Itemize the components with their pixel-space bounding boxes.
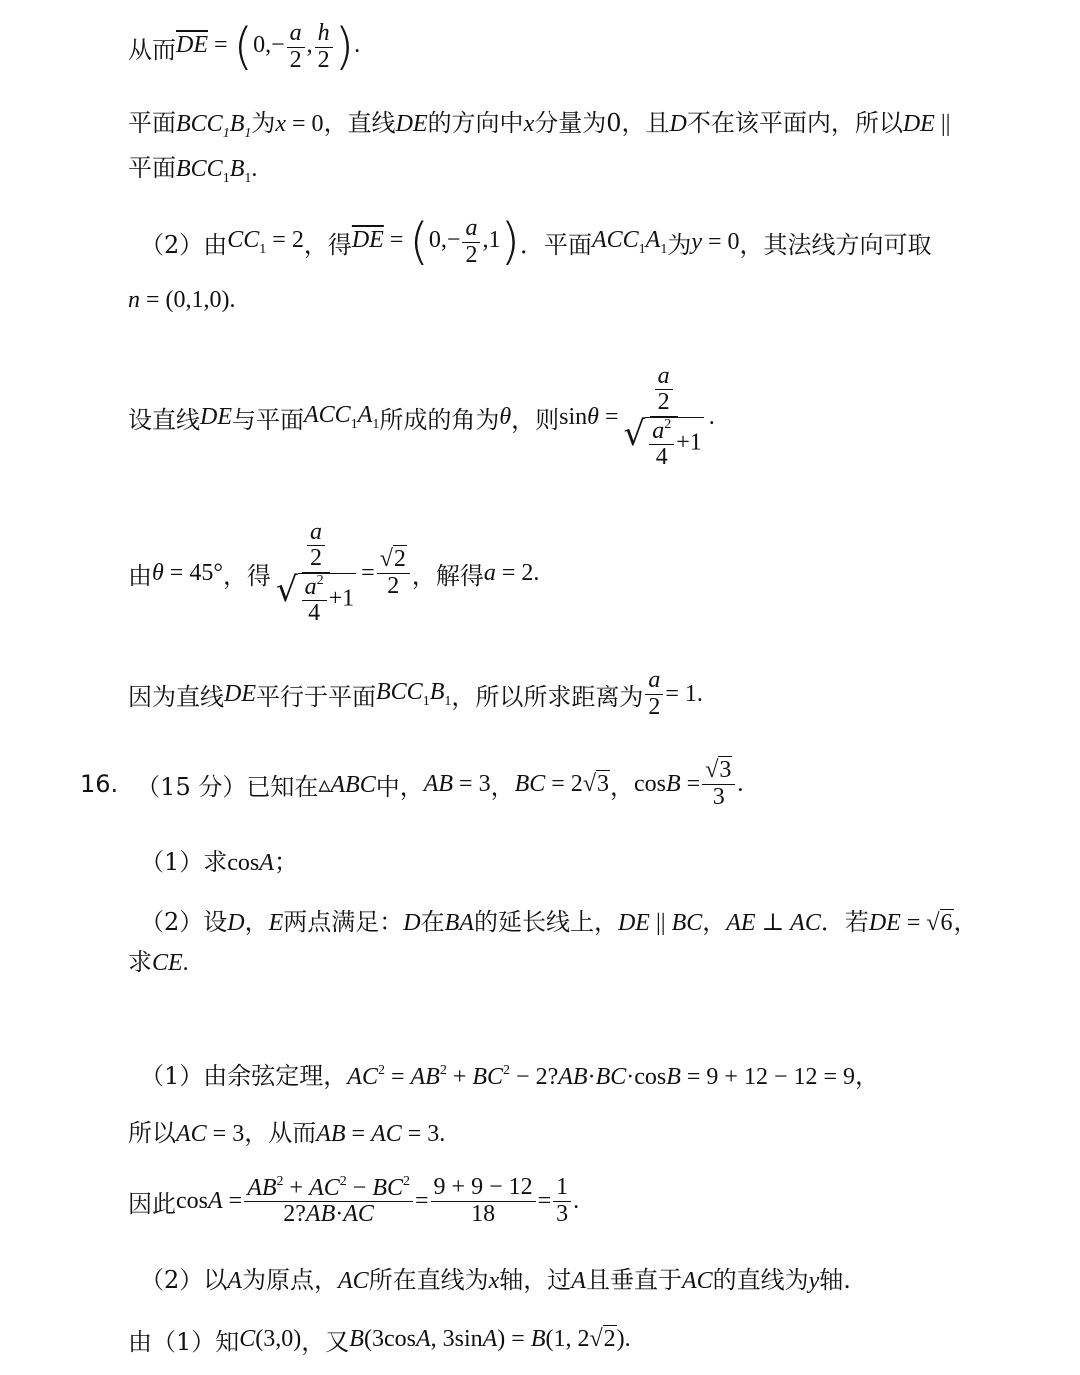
sin-theta-fraction: $\frac{a}{2}$ √ $\frac{a^2}{4}$ +1 <box>623 363 702 470</box>
text: ，解得 <box>411 561 484 590</box>
text: ，直线 <box>323 109 396 137</box>
text: 平行于平面 <box>256 682 376 711</box>
solution-cos-a: 因此 cosA = $\frac{AB^2 + AC^2 - BC^2}{2?AB\cdot AC}$ = $\frac{9 + 9 - 12}{18}$ = $\frac{1}{3}$ . <box>128 1173 580 1227</box>
line-theta-45: 由 θ = 45° ，得 $\frac{a}{2}$ √ $\frac{a^2}{4}$ +1 = $\frac{√2}{2}$ ，解得 a = 2. <box>128 519 540 626</box>
text: 求 <box>128 948 152 976</box>
formula-de-vector: $\overline{DE} = (0,-$ $\frac{a}{2}$ , $\frac{h}{2}$ ). <box>176 18 361 76</box>
text: 所成的角为 <box>379 405 500 434</box>
line-part2-start: （2）由 $CC_1 = 2$ ，得 $\overline{DE} = (0,-$ $\frac{a}{2}$ ,1) ．平面 $ACC_1A_1$ 为 y = 0 ，其法线方向可取 <box>140 213 932 271</box>
line-normal-vector: n = (0,1,0). <box>128 287 236 313</box>
text: ，又 <box>301 1327 350 1356</box>
text: 的直线为 <box>712 1266 809 1294</box>
text: （2）设 <box>140 908 228 936</box>
text: 轴，过 <box>499 1266 572 1294</box>
text: 设直线 <box>128 405 200 434</box>
text: （1）求 <box>140 848 228 876</box>
text: ．平面 <box>519 230 592 259</box>
question-16-stem: 16. （15 分）已知在 ▵ABC 中， AB = 3 ， BC = 2√3 ， cosB = $\frac{√3}{3}$ . <box>80 757 744 810</box>
text: 由（1）知 <box>128 1327 240 1356</box>
line-plane-bcc1b1: 平面$BCC_1B_1$为x = 0，直线DE的方向中x分量为0，且D不在该平面内，所以DE || <box>128 109 951 141</box>
text: ，其法线方向可取 <box>739 230 932 259</box>
text: 为 <box>667 230 692 259</box>
text: ， <box>953 908 978 936</box>
line-plane-bcc1b1-end: 平面$BCC_1B_1$. <box>128 154 258 186</box>
solution-points: 由（1）知 C(3,0) ，又 B(3cosA, 3sinA) = B(1, 2√2). <box>128 1314 1080 1364</box>
text: 所以 <box>128 1119 176 1147</box>
text: 的方向中 <box>427 109 524 137</box>
text: 为原点， <box>241 1266 338 1294</box>
text: ，则 <box>511 405 560 434</box>
text: 与平面 <box>232 405 304 434</box>
question-16-part2: （2）设D，E两点满足：D在BA的延长线上，DE || BC，AE ⊥ AC．若DE = √6， <box>140 908 978 936</box>
text: ．若 <box>820 908 869 936</box>
text: 分量为0，且 <box>534 109 670 137</box>
text: 不在该平面内，所以 <box>686 109 903 137</box>
text: 因为直线 <box>128 682 224 711</box>
text: 平面 <box>128 154 176 182</box>
text: 在 <box>420 908 445 936</box>
text: （2）由 <box>140 230 228 259</box>
line-distance: 因为直线 DE 平行于平面 $BCC_1B_1$ ，所以所求距离为 $\frac{a}{2}$ = 1. <box>128 667 703 720</box>
text: ，所以所求距离为 <box>451 682 644 711</box>
text: （2）以 <box>140 1266 228 1294</box>
text: 两点满足： <box>283 908 404 936</box>
solution-cosine-law: （1）由余弦定理，$AC^2 = AB^2 + BC^2$ − 2?AB·BC·cosB = 9 + 12 − 12 = 9， <box>140 1062 880 1090</box>
text: 因此 <box>128 1189 176 1218</box>
text: 从而 <box>128 35 176 64</box>
line-de-vector-1 <box>128 12 1080 82</box>
text: 为 <box>251 109 276 137</box>
text: ； <box>273 848 298 876</box>
text: 中， <box>375 772 424 801</box>
text: （15 分）已知在 <box>136 772 319 801</box>
solution-ac-value: 所以AC = 3，从而AB = AC = 3. <box>128 1119 446 1147</box>
text: ， <box>490 772 515 801</box>
text: 轴. <box>819 1266 851 1294</box>
text: 且垂直于 <box>585 1266 682 1294</box>
text: ，从而 <box>244 1119 317 1147</box>
text: （1）由余弦定理， <box>140 1062 348 1090</box>
text: 由 <box>128 561 152 590</box>
text: ， <box>702 908 727 936</box>
text: 平面 <box>128 109 176 137</box>
question-16-part1: （1）求cosA； <box>140 848 298 876</box>
question-16-part2-end: 求CE. <box>128 948 189 976</box>
text: ， <box>609 772 634 801</box>
text: ， <box>244 908 269 936</box>
text: ，得 <box>222 561 271 590</box>
text: 的延长线上， <box>473 908 618 936</box>
line-sin-theta: 设直线 DE 与平面 $ACC_1A_1$ 所成的角为 θ ，则 sinθ = $\frac{a}{2}$ √ $\frac{a^2}{4}$ +1 . <box>128 363 715 470</box>
solution-coordinate-setup: （2）以A为原点，AC所在直线为x轴，过A且垂直于AC的直线为y轴. <box>140 1266 851 1294</box>
text: 所在直线为 <box>368 1266 489 1294</box>
text: ，得 <box>303 230 352 259</box>
question-number: 16. <box>80 770 119 798</box>
